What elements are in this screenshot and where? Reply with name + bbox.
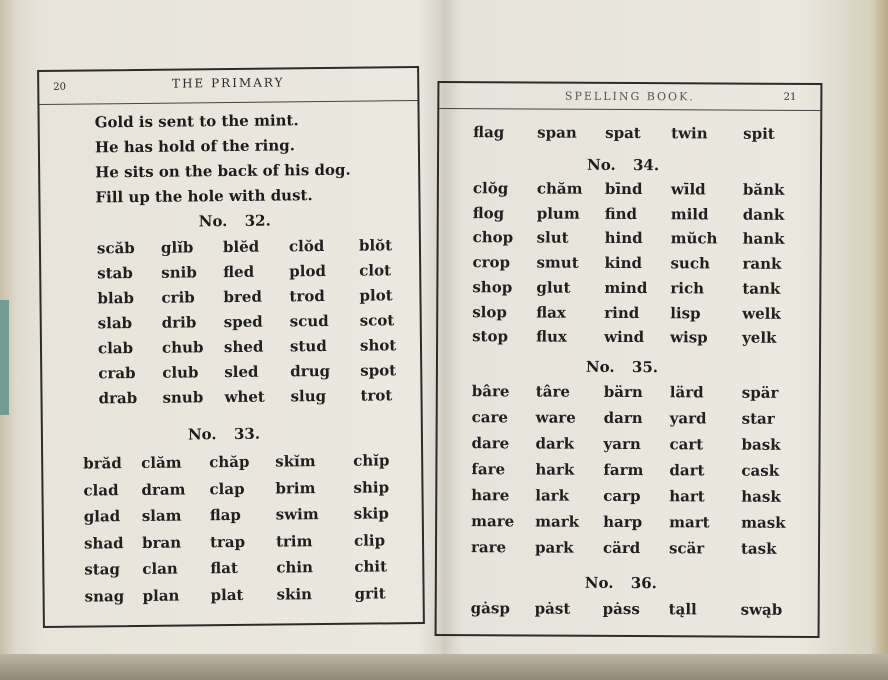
spelling-word: drab [98,388,138,408]
spelling-word: dark [535,434,575,453]
spelling-word: sled [224,362,259,382]
spelling-word: scot [359,311,395,330]
spelling-word: crib [161,288,195,307]
spelling-word: bärn [603,382,643,402]
spelling-word: grit [354,583,386,603]
spelling-word: mask [741,513,786,532]
spelling-word: cärd [602,538,641,558]
spelling-word: hind [604,229,643,248]
spelling-word: brăd [83,454,122,473]
lesson-number: 33. [233,424,261,443]
spelling-word: fled [223,262,255,282]
lesson-heading-36 [585,574,657,592]
spelling-word: bran [141,533,182,552]
spelling-word: clot [359,261,392,280]
spelling-word: gȧsp [470,599,510,618]
lesson-number: 32. [244,211,271,230]
book-bottom-edge [0,654,888,680]
spelling-word: bâre [471,382,510,401]
spelling-word: scär [668,539,705,558]
lesson-label: No. [586,155,616,174]
spelling-word: chĭp [353,451,390,470]
spelling-word: chop [472,228,514,247]
spelling-word: clip [353,530,386,550]
spelling-word: flog [472,203,505,223]
spelling-word: crop [472,253,511,272]
spelling-word: mild [670,204,709,224]
spelling-word: kind [604,253,643,273]
spelling-word: glĭb [160,238,194,257]
spelling-word: slam [141,506,182,525]
spelling-word: dram [141,479,186,499]
spelling-word: yelk [742,328,777,347]
spelling-word: plum [536,204,580,223]
spelling-word: plat [210,585,244,604]
spelling-word: chăp [209,452,250,472]
spelling-word: shed [223,337,264,357]
spelling-word: stud [289,336,327,356]
spelling-word: clab [97,339,134,358]
spelling-word: mare [471,512,515,531]
spelling-word: rare [470,538,507,557]
spelling-word: cart [669,435,704,454]
lesson-number: 34. [632,156,660,175]
spelling-word: stag [84,560,121,579]
spelling-word: lark [535,486,570,505]
spelling-word: chit [354,557,388,576]
sentence: Fill up the hole with dust. [95,186,313,207]
spelling-word: find [604,204,638,223]
spelling-word: tąll [668,600,697,619]
spelling-word: farm [603,460,644,480]
spelling-word: hart [669,487,705,506]
spelling-word: spat [605,123,641,143]
spelling-word: snag [84,586,125,606]
left-page [37,66,425,628]
spelling-word: slop [472,302,507,321]
spelling-word: slut [536,228,569,248]
lesson-label: No. [585,357,615,376]
spelling-word: chin [276,558,314,577]
spelling-word: fare [471,460,506,479]
spelling-word: trap [209,532,246,551]
spelling-word: sped [223,312,263,332]
spelling-word: darn [603,408,643,428]
spelling-word: blĕd [222,237,260,257]
spelling-word: plan [142,586,180,605]
spelling-word: flux [536,327,567,346]
spelling-word: pȧst [534,599,571,618]
spelling-word: bīnd [604,179,643,199]
spelling-word: mŭch [670,229,718,248]
spelling-word: twin [671,124,708,143]
lesson-heading-33 [188,425,260,444]
spelling-word: clan [142,559,178,578]
lesson-heading-32 [199,212,271,231]
spelling-word: slab [97,314,133,333]
spelling-word: skin [276,584,313,604]
spelling-word: rind [604,303,640,322]
spelling-word: hask [741,487,781,506]
spelling-word: plot [359,286,393,305]
spelling-word: clad [83,480,119,500]
spelling-word: drib [161,313,197,332]
spelling-word: chub [161,338,204,357]
spelling-word: wisp [670,328,708,347]
spelling-word: dart [669,461,705,480]
spelling-word: ship [353,477,390,497]
spelling-word: dare [471,434,510,453]
right-page-number: 21 [783,91,797,103]
lesson-number: 35. [631,358,659,377]
spelling-word: scud [289,311,329,331]
right-page [435,81,823,638]
spelling-word: spit [743,124,775,143]
spelling-word: shad [83,533,124,553]
spelling-word: whet [224,387,265,407]
spelling-word: mind [604,278,648,297]
sentence: He sits on the back of his dog. [95,160,351,182]
spelling-word: spär [741,383,779,402]
spelling-word: trot [360,386,393,405]
spelling-word: blab [97,289,134,308]
spelling-word: rank [742,254,782,273]
spelling-word: clŏd [288,237,325,256]
spelling-word: shot [359,336,397,355]
spelling-word: crab [98,364,136,383]
spelling-word: pȧss [602,599,640,619]
spelling-word: yarn [603,434,641,454]
spelling-word: drug [290,361,331,381]
spelling-word: scăb [96,239,135,258]
spelling-word: shop [472,277,513,297]
left-page-header [39,68,417,105]
spelling-word: flat [210,558,238,578]
spelling-word: dank [742,205,785,224]
spelling-word: glad [83,507,121,526]
spelling-word: blŏt [358,236,393,255]
spelling-word: chăm [536,179,583,198]
spelling-word: flax [536,303,566,322]
spelling-word: stop [472,327,509,346]
lesson-label: No. [584,573,614,592]
spelling-word: snib [161,263,197,282]
spelling-word: lisp [670,303,701,322]
spelling-word: trod [289,287,325,306]
spelling-word: clap [209,479,245,498]
spelling-word: skip [353,504,389,523]
spelling-word: smut [536,253,579,272]
spelling-word: cask [741,461,780,480]
spelling-word: hank [742,229,785,249]
spelling-word: brim [275,478,316,498]
left-page-number: 20 [53,81,67,93]
spelling-word: wīld [670,180,706,199]
spelling-word: bred [223,287,263,307]
spelling-word: plod [289,262,326,281]
spelling-word: stab [97,264,133,283]
lesson-number: 36. [630,574,657,593]
spelling-word: clŏg [472,179,509,198]
spelling-word: spot [360,361,397,380]
spelling-word: wind [604,328,645,347]
spelling-word: swąb [740,600,783,619]
spelling-word: lärd [669,383,704,402]
spelling-word: trim [275,531,313,551]
spelling-word: bask [741,435,781,454]
spelling-word: hark [535,460,575,479]
spelling-word: club [162,363,199,382]
sentence: He has hold of the ring. [94,136,296,157]
lesson-label: No. [187,425,217,444]
spelling-word: snub [162,388,204,407]
spelling-word: bănk [742,180,785,199]
spelling-word: slug [290,387,327,406]
sentence: Gold is sent to the mint. [94,111,299,132]
spelling-word: harp [603,512,643,532]
lesson-heading-35 [586,358,658,376]
spelling-word: swim [275,505,319,524]
spelling-word: mark [535,512,580,531]
spelling-word: flag [473,123,505,142]
spelling-word: park [534,538,574,557]
right-page-title: SPELLING BOOK. [564,89,695,104]
spelling-word: rich [670,279,705,298]
spelling-word: welk [742,304,781,323]
spelling-word: task [740,539,777,558]
lesson-label: No. [198,212,228,231]
spelling-word: yard [669,409,707,428]
spelling-word: ware [535,408,576,427]
spelling-word: span [537,123,577,142]
spelling-word: hare [471,486,510,505]
spelling-word: star [741,409,775,428]
spelling-word: glut [536,278,571,297]
spelling-word: care [471,408,509,427]
bookmark-tab [0,300,9,415]
left-page-title: THE PRIMARY [171,75,285,91]
spelling-word: târe [535,382,570,401]
right-page-header [439,83,820,111]
spelling-word: carp [603,486,641,506]
spelling-word: flap [209,505,241,525]
spelling-word: clăm [141,453,182,472]
spelling-word: tank [742,279,781,298]
spelling-word: such [670,254,710,273]
spelling-word: mart [669,513,710,532]
spelling-word: skĭm [275,452,316,471]
lesson-heading-34 [587,156,659,174]
